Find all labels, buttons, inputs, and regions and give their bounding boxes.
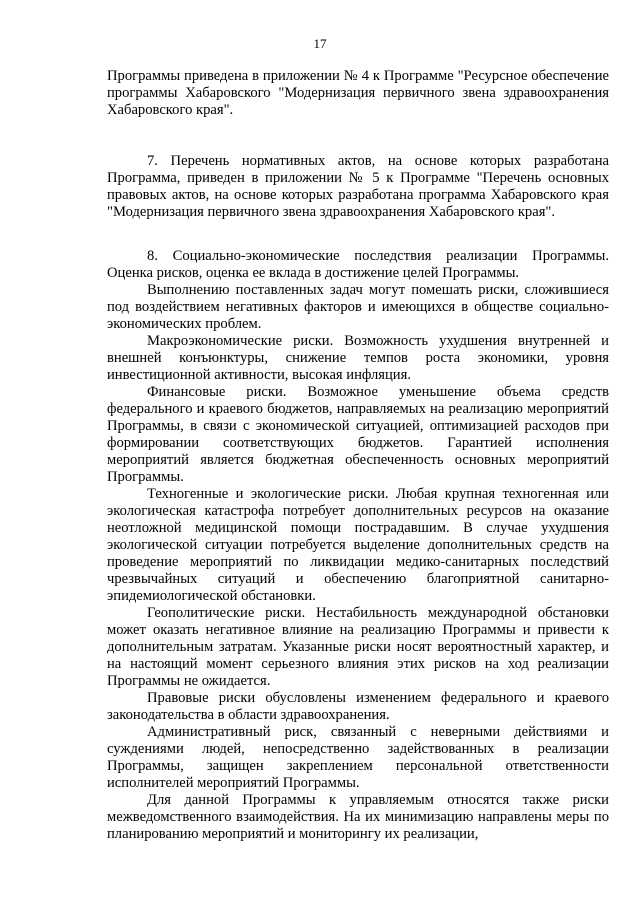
paragraph-section-heading: 8. Социально-экономические последствия реализации Программы. Оценка рисков, оценка ее вклада в достижение целей Программы.: [107, 248, 609, 281]
paragraph-resource-appendix: Программы приведена в приложении № 4 к Программе "Ресурсное обеспечение программы Хабаровского "Модернизация первичного звена здравоохранения Хабаровского края".: [107, 68, 609, 118]
paragraph-normative-acts: 7. Перечень нормативных актов, на основе которых разработана Программа, приведен в приложении № 5 к Программе "Перечень основных правовых актов, на основе которых разработана программа Хабаровского края "Модернизация первичного звена здравоохранения Хабаровского края".: [107, 153, 609, 220]
paragraph-macroeconomic-risks: Макроэкономические риски. Возможность ухудшения внутренней и внешней конъюнктуры, снижение темпов роста экономики, уровня инвестиционной активности, высокая инфляция.: [107, 333, 609, 383]
paragraph-financial-risks: Финансовые риски. Возможное уменьшение объема средств федерального и краевого бюджетов, направляемых на реализацию мероприятий Программы, в связи с экономической ситуацией, оптимизацией расходов при формировании соответствующих бюджетов. Гарантией исполнения мероприятий является бюджетная обеспеченность основных мероприятий Программы.: [107, 384, 609, 485]
document-body: [107, 68, 609, 843]
page-number: 17: [313, 36, 327, 51]
paragraph-geopolitical-risks: Геополитические риски. Нестабильность международной обстановки может оказать негативное влияние на реализацию Программы и привести к дополнительным затратам. Указанные риски носят вероятностный характер, и на настоящий момент серьезного влияния этих рисков на ход реализации Программы не ожидается.: [107, 605, 609, 689]
paragraph-administrative-risk: Административный риск, связанный с неверными действиями и суждениями людей, непосредственно задействованных в реализации Программы, защищен закреплением персональной ответственности исполнителей мероприятий Программы.: [107, 724, 609, 791]
paragraph-technogenic-risks: Техногенные и экологические риски. Любая крупная техногенная или экологическая катастрофа потребует дополнительных ресурсов на оказание неотложной медицинской помощи пострадавшим. В случае ухудшения экологической ситуации потребуется выделение дополнительных средств на проведение мероприятий по ликвидации медико-санитарных последствий чрезвычайных ситуаций и обеспечению благоприятной санитарно-эпидемиологической обстановки.: [107, 486, 609, 604]
paragraph-interagency-risks: Для данной Программы к управляемым относятся также риски межведомственного взаимодействия. На их минимизацию направлены меры по планированию мероприятий и мониторингу их реализации,: [107, 792, 609, 842]
paragraph-risks-intro: Выполнению поставленных задач могут помешать риски, сложившиеся под воздействием негативных факторов и имеющихся в обществе социально-экономических проблем.: [107, 282, 609, 332]
paragraph-legal-risks: Правовые риски обусловлены изменением федерального и краевого законодательства в области здравоохранения.: [107, 690, 609, 723]
